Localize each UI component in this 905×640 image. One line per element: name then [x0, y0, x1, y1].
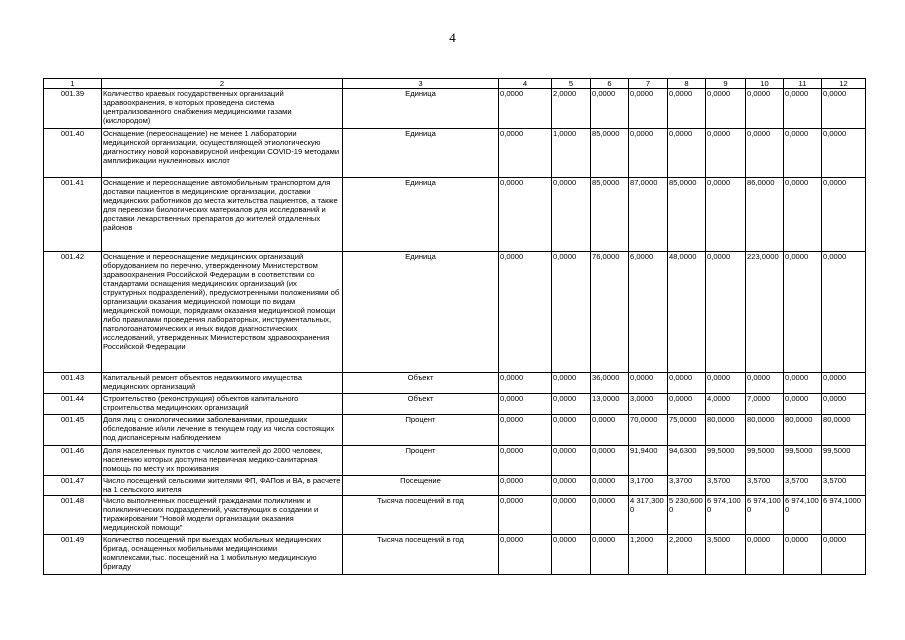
- indicator-value: 0,0000: [784, 394, 822, 415]
- column-number: 2: [102, 79, 343, 89]
- indicator-value: 76,0000: [591, 252, 629, 373]
- indicator-value: 0,0000: [668, 394, 706, 415]
- indicator-value: 80,0000: [822, 415, 866, 446]
- indicator-code: 001.42: [44, 252, 102, 373]
- indicator-value: 0,0000: [706, 129, 746, 178]
- indicator-value: 6 974,1000: [746, 496, 784, 535]
- indicator-value: 0,0000: [822, 394, 866, 415]
- column-number: 6: [591, 79, 629, 89]
- indicator-value: 4,0000: [706, 394, 746, 415]
- indicator-value: 0,0000: [499, 89, 552, 129]
- indicator-value: 0,0000: [706, 373, 746, 394]
- indicator-value: 1,2000: [629, 535, 668, 575]
- indicator-value: 75,0000: [668, 415, 706, 446]
- indicator-unit: Процент: [343, 415, 499, 446]
- indicator-code: 001.44: [44, 394, 102, 415]
- indicator-value: 85,0000: [591, 178, 629, 252]
- indicator-value: 2,2000: [668, 535, 706, 575]
- indicator-value: 5 230,6000: [668, 496, 706, 535]
- indicator-value: 4 317,3000: [629, 496, 668, 535]
- indicator-value: 0,0000: [706, 252, 746, 373]
- indicator-value: 0,0000: [552, 496, 591, 535]
- table-row: [44, 535, 866, 575]
- column-number: 9: [706, 79, 746, 89]
- indicator-value: 3,5700: [822, 476, 866, 496]
- indicator-name: Число посещений сельскими жителями ФП, ФАПов и ВА, в расчете на 1 сельского жителя: [103, 476, 341, 494]
- indicator-code: 001.46: [44, 446, 102, 476]
- indicator-value: 0,0000: [499, 129, 552, 178]
- indicator-code: 001.45: [44, 415, 102, 446]
- indicator-value: 0,0000: [822, 89, 866, 129]
- indicator-value: 0,0000: [552, 446, 591, 476]
- indicator-unit: Объект: [343, 373, 499, 394]
- column-number: 3: [343, 79, 499, 89]
- indicator-value: 0,0000: [629, 89, 668, 129]
- indicator-value: 85,0000: [591, 129, 629, 178]
- indicator-value: 3,3700: [668, 476, 706, 496]
- indicator-value: 0,0000: [746, 89, 784, 129]
- indicator-name: Количество посещений при выездах мобильных медицинских бригад, оснащенных мобильными медицинскими комплексами,тыс. посещений на 1 мобильную медицинскую бригаду: [102, 535, 343, 575]
- indicator-unit: Объект: [343, 394, 499, 415]
- indicator-value: 6,0000: [629, 252, 668, 373]
- column-number: 10: [746, 79, 784, 89]
- indicator-value: 0,0000: [746, 535, 784, 575]
- table-row: [44, 394, 866, 415]
- indicator-value: 80,0000: [706, 415, 746, 446]
- column-number: 11: [784, 79, 822, 89]
- indicator-value: 3,0000: [629, 394, 668, 415]
- table-row: [44, 129, 866, 178]
- indicator-name: Оснащение и переоснащение медицинских организаций оборудованием по перечню, утвержденному Министерством здравоохранения Российской Федерации в соответствии со стандартами оснащения медицинских организаций (их структурных подразделений), предусмотренными положениями об организации оказания медицинской помощи по видам медицинской помощи, порядками оказания медицинской помощи либо правилами проведения лабораторных, инструментальных, патологоанатомических и иных видов диагностических исследований, утвержденных Министерством здравоохранения Российской Федерации: [102, 252, 343, 373]
- indicator-unit: Посещение: [343, 476, 499, 496]
- indicator-value: 0,0000: [552, 535, 591, 575]
- indicator-value: 70,0000: [629, 415, 668, 446]
- column-number: 12: [822, 79, 866, 89]
- indicator-value: 223,0000: [746, 252, 784, 373]
- indicator-value: 0,0000: [668, 129, 706, 178]
- indicator-code: 001.47: [44, 476, 102, 496]
- indicator-value: 1,0000: [552, 129, 591, 178]
- table-row: [44, 446, 866, 476]
- column-number-row: [44, 79, 866, 89]
- indicator-unit: Единица: [343, 252, 499, 373]
- column-number: 8: [668, 79, 706, 89]
- indicator-unit: Процент: [343, 446, 499, 476]
- indicator-value: 0,0000: [822, 178, 866, 252]
- page-number: 4: [449, 30, 456, 45]
- indicator-code: 001.39: [44, 89, 102, 129]
- column-number: 1: [44, 79, 102, 89]
- indicator-value: 0,0000: [552, 476, 591, 496]
- indicator-value: 99,5000: [706, 446, 746, 476]
- indicator-value: 6 974,1000: [706, 496, 746, 535]
- indicator-value: 0,0000: [822, 129, 866, 178]
- indicator-value: 6 974,1000: [822, 496, 866, 535]
- indicator-unit: Единица: [343, 129, 499, 178]
- table-row: [44, 496, 866, 535]
- indicator-value: 0,0000: [499, 415, 552, 446]
- indicator-value: 3,5700: [706, 476, 746, 496]
- indicator-value: 3,5700: [746, 476, 784, 496]
- table-row: [44, 178, 866, 252]
- indicator-value: 0,0000: [591, 496, 629, 535]
- indicator-value: 3,5700: [784, 476, 822, 496]
- indicator-value: 48,0000: [668, 252, 706, 373]
- indicator-value: 0,0000: [591, 476, 629, 496]
- column-number: 7: [629, 79, 668, 89]
- indicator-value: 0,0000: [629, 129, 668, 178]
- indicator-code: 001.48: [44, 496, 102, 535]
- indicator-value: 0,0000: [499, 476, 552, 496]
- indicator-value: 0,0000: [822, 535, 866, 575]
- indicator-value: 0,0000: [499, 252, 552, 373]
- indicator-value: 99,5000: [822, 446, 866, 476]
- indicator-value: 0,0000: [552, 252, 591, 373]
- indicator-code: 001.40: [44, 129, 102, 178]
- indicator-value: 0,0000: [706, 89, 746, 129]
- indicator-value: 0,0000: [499, 373, 552, 394]
- indicator-code: 001.41: [44, 178, 102, 252]
- indicator-value: 0,0000: [784, 129, 822, 178]
- indicator-value: 0,0000: [784, 252, 822, 373]
- indicator-value: 0,0000: [784, 373, 822, 394]
- indicator-value: 0,0000: [668, 373, 706, 394]
- column-number: 4: [499, 79, 552, 89]
- indicator-value: 94,6300: [668, 446, 706, 476]
- indicator-unit: Тысяча посещений в год: [343, 535, 499, 575]
- indicator-unit: Тысяча посещений в год: [343, 496, 499, 535]
- indicator-value: 0,0000: [499, 178, 552, 252]
- indicator-value: 0,0000: [499, 394, 552, 415]
- indicator-name: Доля лиц с онкологическими заболеваниями, прошедших обследование и/или лечение в текущем году из числа состоящих под диспансерным наблюдением: [102, 415, 343, 446]
- indicator-value: 0,0000: [591, 89, 629, 129]
- indicator-value: 2,0000: [552, 89, 591, 129]
- table-row: [44, 476, 866, 496]
- indicator-value: 0,0000: [822, 252, 866, 373]
- indicator-value: 0,0000: [822, 373, 866, 394]
- indicator-value: 85,0000: [668, 178, 706, 252]
- indicators-table: [43, 78, 866, 575]
- indicator-name: Оснащение и переоснащение автомобильным транспортом для доставки пациентов в медицинские организации, доставки медицинских работников до места жительства пациентов, а также для перевозки биологических материалов для исследований и доставки лекарственных препаратов до жителей отдаленных районов: [102, 178, 343, 252]
- column-number: 5: [552, 79, 591, 89]
- indicator-code: 001.49: [44, 535, 102, 575]
- indicator-value: 0,0000: [552, 373, 591, 394]
- indicator-code: 001.43: [44, 373, 102, 394]
- indicator-value: 0,0000: [784, 535, 822, 575]
- indicator-value: 0,0000: [499, 496, 552, 535]
- indicator-value: 99,5000: [746, 446, 784, 476]
- indicator-unit: Единица: [343, 89, 499, 129]
- indicator-name: Оснащение (переоснащение) не менее 1 лаборатории медицинской организации, осуществляющей этиологическую диагностику новой коронавирусной инфекции COVID-19 методами амплификации нуклеиновых кислот: [102, 129, 343, 178]
- indicator-value: 6 974,1000: [784, 496, 822, 535]
- indicator-name: Доля населенных пунктов с числом жителей до 2000 человек, населению которых доступна первичная медико-санитарная помощь по месту их проживания: [102, 446, 343, 476]
- indicator-value: 0,0000: [746, 129, 784, 178]
- indicator-name: Строительство (реконструкция) объектов капитального строительства медицинских организаций: [102, 394, 343, 415]
- indicator-unit: Единица: [343, 178, 499, 252]
- indicator-value: 99,5000: [784, 446, 822, 476]
- indicator-value: 87,0000: [629, 178, 668, 252]
- indicator-value: 0,0000: [552, 178, 591, 252]
- indicator-value: 0,0000: [784, 89, 822, 129]
- indicator-value: 91,9400: [629, 446, 668, 476]
- indicator-value: 3,5000: [706, 535, 746, 575]
- indicator-value: 0,0000: [499, 535, 552, 575]
- indicator-value: 80,0000: [746, 415, 784, 446]
- indicator-name: Капитальный ремонт объектов недвижимого имущества медицинских организаций: [102, 373, 343, 394]
- indicator-value: 0,0000: [552, 394, 591, 415]
- indicator-name: Число выполненных посещений гражданами поликлиник и поликлинических подразделений, участвующих в создании и тиражировании "Новой модели организации оказания медицинской помощи": [102, 496, 343, 535]
- indicator-value: 0,0000: [706, 178, 746, 252]
- indicator-value: 86,0000: [746, 178, 784, 252]
- indicator-value: 0,0000: [552, 415, 591, 446]
- indicator-value: 13,0000: [591, 394, 629, 415]
- indicator-value: 0,0000: [784, 178, 822, 252]
- indicator-value: 0,0000: [629, 373, 668, 394]
- indicator-value: 0,0000: [591, 446, 629, 476]
- table-row: [44, 415, 866, 446]
- indicator-value: 0,0000: [591, 535, 629, 575]
- indicator-value: 0,0000: [668, 89, 706, 129]
- indicator-value: 3,1700: [629, 476, 668, 496]
- indicator-value: 0,0000: [499, 446, 552, 476]
- table-row: [44, 252, 866, 373]
- table-row: [44, 373, 866, 394]
- indicator-value: 0,0000: [746, 373, 784, 394]
- table-row: [44, 89, 866, 129]
- indicator-name: Количество краевых государственных организаций здравоохранения, в которых проведена система централизованного снабжения медицинскими газами (кислородом): [102, 89, 343, 129]
- indicator-value: 7,0000: [746, 394, 784, 415]
- indicator-value: 36,0000: [591, 373, 629, 394]
- indicator-value: 0,0000: [591, 415, 629, 446]
- indicator-value: 80,0000: [784, 415, 822, 446]
